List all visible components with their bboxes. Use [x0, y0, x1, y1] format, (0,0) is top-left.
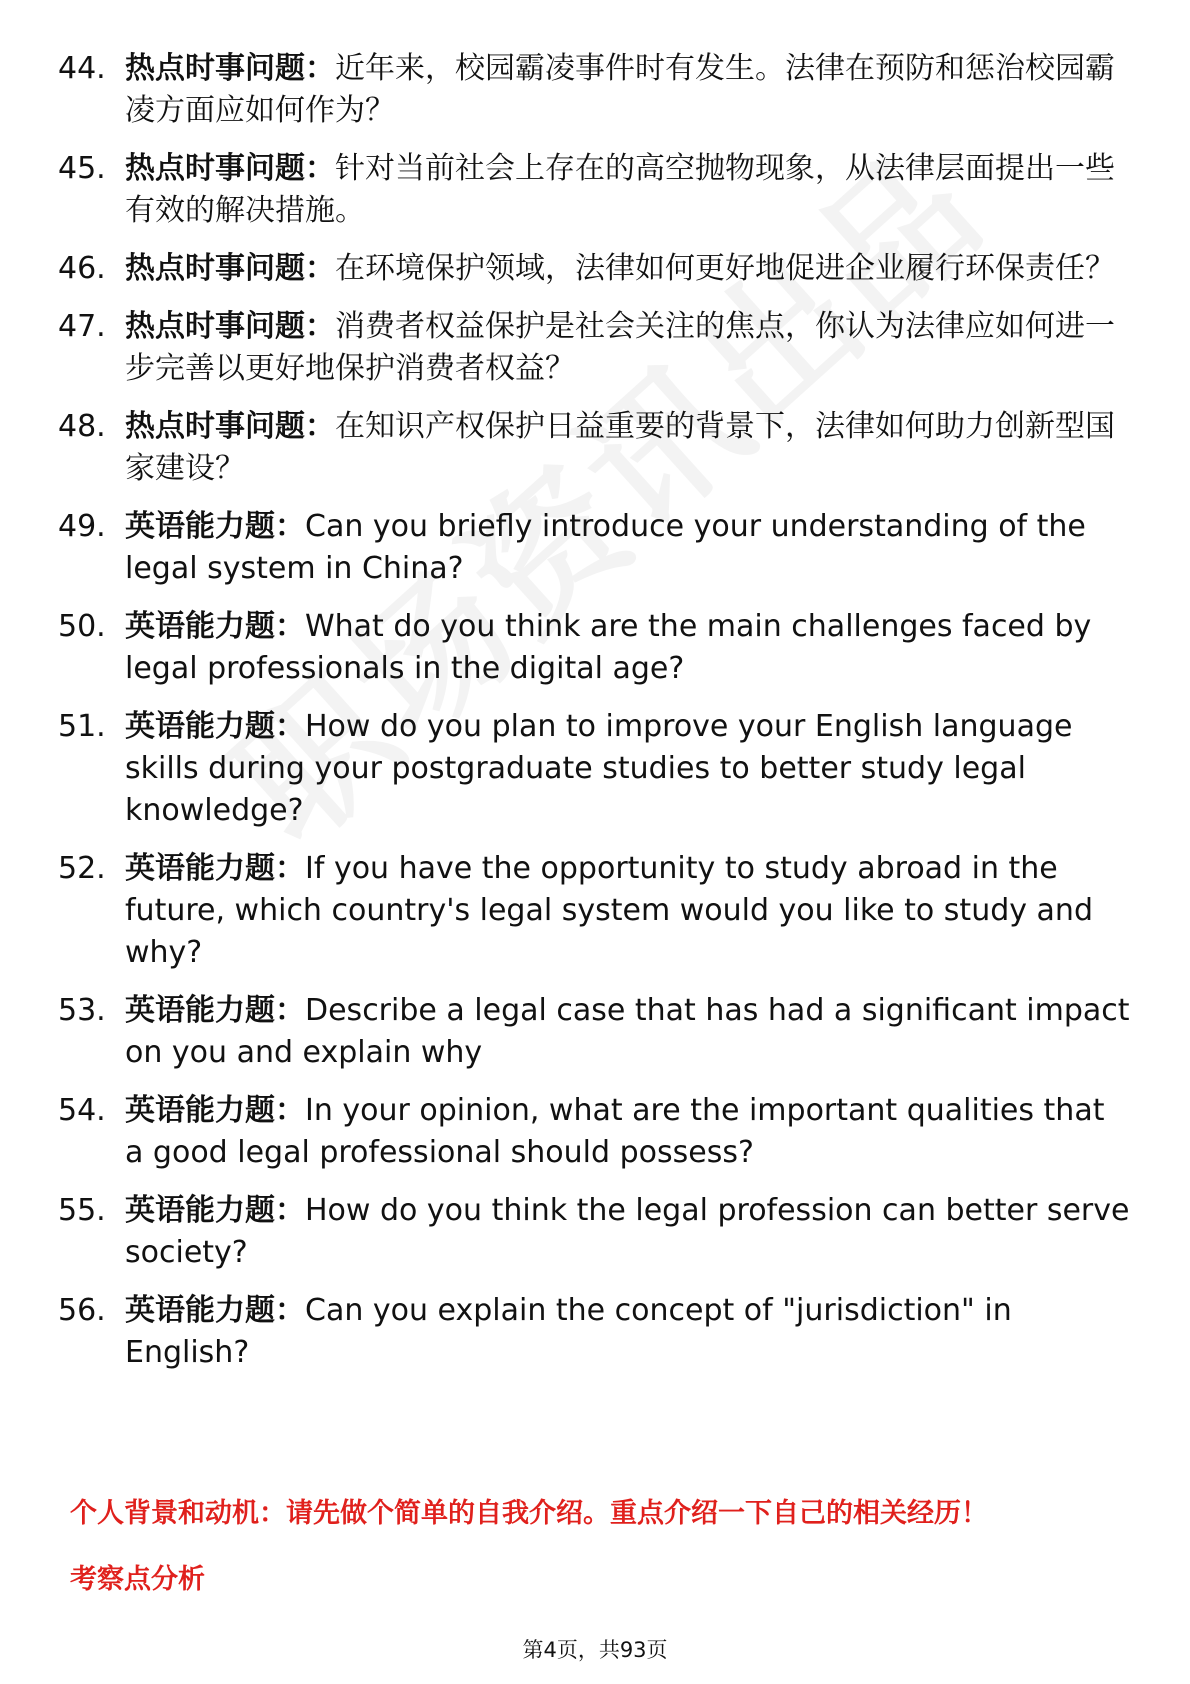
question-number: 52.: [58, 851, 106, 886]
question-text: Can you briefly introduce your understanding of the legal system in China?: [125, 509, 1086, 586]
question-text: If you have the opportunity to study abroad in the future, which country's legal system would you like to study and why?: [125, 851, 1093, 970]
question-text: 针对当前社会上存在的高空抛物现象，从法律层面提出一些有效的解决措施。: [125, 151, 1115, 228]
question-category: 热点时事问题：: [125, 251, 335, 286]
question-item-53: [0, 990, 1190, 1074]
question-number: 54.: [58, 1093, 106, 1128]
question-category: 英语能力题：: [125, 993, 305, 1028]
question-category: 英语能力题：: [125, 1293, 305, 1328]
question-text: 近年来，校园霸凌事件时有发生。法律在预防和惩治校园霸凌方面应如何作为？: [125, 51, 1115, 128]
question-number: 44.: [58, 51, 106, 86]
question-number: 53.: [58, 993, 106, 1028]
question-text: Can you explain the concept of "jurisdiction" in English?: [125, 1293, 1012, 1370]
question-category: 热点时事问题：: [125, 151, 335, 186]
question-category: 英语能力题：: [125, 709, 305, 744]
question-text: What do you think are the main challenges faced by legal professionals in the digital age?: [125, 609, 1092, 686]
question-number: 47.: [58, 309, 106, 344]
question-number: 56.: [58, 1293, 106, 1328]
question-item-54: [0, 1090, 1190, 1174]
subheading-analysis: 考察点分析: [70, 1564, 205, 1595]
question-item-44: [0, 48, 1190, 132]
question-text: Describe a legal case that has had a significant impact on you and explain why: [125, 993, 1130, 1070]
question-category: 英语能力题：: [125, 851, 305, 886]
question-text: 在知识产权保护日益重要的背景下，法律如何助力创新型国家建设？: [125, 409, 1115, 486]
question-number: 46.: [58, 251, 106, 286]
question-text: How do you plan to improve your English language skills during your postgraduate studies to better study legal knowledge?: [125, 709, 1073, 828]
question-number: 55.: [58, 1193, 106, 1228]
question-item-45: [0, 148, 1190, 232]
question-item-56: [0, 1290, 1190, 1374]
question-list: [0, 48, 1190, 1390]
question-number: 48.: [58, 409, 106, 444]
question-number: 45.: [58, 151, 106, 186]
question-category: 热点时事问题：: [125, 51, 335, 86]
question-category: 英语能力题：: [125, 609, 305, 644]
question-item-55: [0, 1190, 1190, 1274]
question-item-52: [0, 848, 1190, 974]
question-category: 英语能力题：: [125, 1093, 305, 1128]
page-number-footer: 第4页，共93页: [522, 1638, 668, 1662]
question-category: 热点时事问题：: [125, 309, 335, 344]
question-number: 49.: [58, 509, 106, 544]
question-text: 在环境保护领域，法律如何更好地促进企业履行环保责任？: [335, 251, 1115, 286]
question-item-49: [0, 506, 1190, 590]
section-heading-motivation: 个人背景和动机：请先做个简单的自我介绍。重点介绍一下自己的相关经历！: [70, 1498, 988, 1529]
question-item-47: [0, 306, 1190, 390]
question-text: 消费者权益保护是社会关注的焦点，你认为法律应如何进一步完善以更好地保护消费者权益？: [125, 309, 1115, 386]
question-item-46: [0, 248, 1190, 290]
question-item-48: [0, 406, 1190, 490]
question-text: In your opinion, what are the important qualities that a good legal professional should possess?: [125, 1093, 1105, 1170]
question-item-51: [0, 706, 1190, 832]
question-category: 英语能力题：: [125, 1193, 305, 1228]
question-category: 英语能力题：: [125, 509, 305, 544]
question-item-50: [0, 606, 1190, 690]
question-number: 50.: [58, 609, 106, 644]
question-text: How do you think the legal profession can better serve society?: [125, 1193, 1130, 1270]
question-number: 51.: [58, 709, 106, 744]
question-category: 热点时事问题：: [125, 409, 335, 444]
